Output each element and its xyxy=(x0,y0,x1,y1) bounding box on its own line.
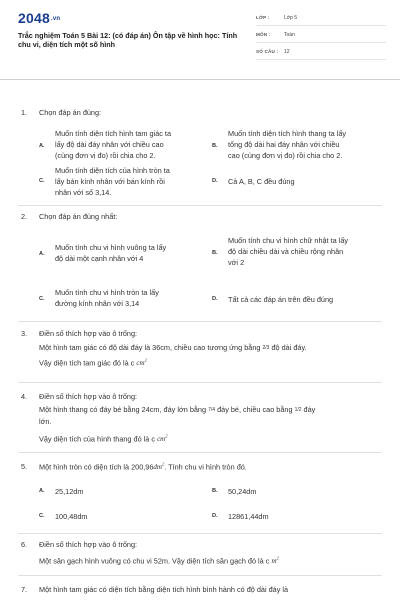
body-text: Một hình thang có đáy bé bằng 24cm, đáy lớn bằng xyxy=(39,405,209,414)
body-text: lớn. xyxy=(39,417,52,426)
option-line: Tất cả các đáp án trên đều đúng xyxy=(228,295,334,304)
question-text: Một hình tam giác có diện tích bằng diện tích hình bình hành có độ dài đáy là xyxy=(39,585,289,594)
question-prompt xyxy=(21,108,101,117)
unit-exponent: 2 xyxy=(165,434,168,439)
body-line xyxy=(39,404,389,416)
meta-panel xyxy=(256,12,386,63)
body-text: Vậy diện tích của hình thang đó là c xyxy=(39,434,158,444)
option-line: lấy bán kính nhân với bán kính rồi xyxy=(55,177,165,186)
option-letter: B. xyxy=(212,250,218,256)
option-letter: B. xyxy=(212,488,218,494)
unit xyxy=(136,359,146,367)
meta-value: 12 xyxy=(284,49,290,55)
option-1b[interactable] xyxy=(212,128,387,162)
question-number: 3. xyxy=(21,329,28,338)
question-text: . Tính chu vi hình tròn đó. xyxy=(164,462,247,472)
option-line: 100,48dm xyxy=(55,512,88,521)
option-line: 50,24dm xyxy=(228,487,257,496)
body-text: đáy bé, chiều cao bằng xyxy=(215,405,295,414)
question-number: 4. xyxy=(21,392,28,401)
option-letter: C. xyxy=(39,296,45,302)
body-line xyxy=(39,553,389,567)
meta-label: LỚP : xyxy=(256,15,270,20)
option-line: lấy độ dài đáy nhân với chiều cao xyxy=(55,140,164,149)
option-2d[interactable] xyxy=(212,294,387,306)
option-line: Muốn tính chu vi hình tròn ta lấy xyxy=(55,288,159,297)
body-text: Vậy diện tích tam giác đó là c xyxy=(39,358,137,368)
meta-label: MÔN : xyxy=(256,32,271,37)
unit xyxy=(271,557,278,565)
option-letter: D. xyxy=(212,178,218,184)
body-text: Một hình tam giác có độ dài đáy là 36cm, chiều cao tương ứng bằng xyxy=(39,343,263,352)
meta-label: SỐ CÂU : xyxy=(256,49,279,54)
option-5c[interactable] xyxy=(39,511,209,523)
question-text: Điền số thích hợp vào ô trống: xyxy=(39,329,138,338)
question-number: 1. xyxy=(21,108,28,117)
document-header xyxy=(0,0,400,80)
option-5d[interactable] xyxy=(212,511,387,523)
option-letter: A. xyxy=(39,143,45,149)
option-letter: C. xyxy=(39,178,45,184)
option-line: Muốn tính diện tích hình thang ta lấy xyxy=(228,129,347,138)
option-2a[interactable] xyxy=(39,242,209,266)
question-divider xyxy=(18,452,382,453)
question-number: 2. xyxy=(21,212,28,221)
unit-text: cm xyxy=(136,359,145,368)
meta-row-subject xyxy=(256,29,386,43)
option-line: nhân với số 3,14. xyxy=(55,188,112,197)
option-letter: A. xyxy=(39,251,45,257)
body-line xyxy=(39,342,389,354)
document-title: Trắc nghiệm Toán 5 Bài 12: (có đáp án) Ôn tập về hình học: Tính chu vi, diện tích một số hình xyxy=(18,31,238,49)
option-1c[interactable] xyxy=(39,165,209,199)
option-line: Muốn tính diện tích hình tam giác ta xyxy=(55,129,172,138)
fraction: 1/2 xyxy=(294,407,302,413)
option-letter: C. xyxy=(39,513,45,519)
meta-row-count xyxy=(256,46,386,60)
option-line: độ dài một cạnh nhân với 4 xyxy=(55,254,144,263)
logo-text: 2048 xyxy=(18,10,50,26)
option-line: Muốn tính chu vi hình chữ nhật ta lấy xyxy=(228,236,349,245)
logo-suffix: .vn xyxy=(50,16,61,23)
question-prompt xyxy=(21,585,288,594)
option-line: với 2 xyxy=(228,258,245,267)
option-line: Muốn tính diện tích của hình tròn ta xyxy=(55,166,170,175)
option-line: cao (cùng đơn vị đo) rồi chia cho 2. xyxy=(228,151,343,160)
body-text: đáy xyxy=(301,405,316,414)
meta-value: Lớp 5 xyxy=(284,15,298,21)
unit-text: cm xyxy=(157,435,166,444)
question-prompt xyxy=(21,392,137,401)
option-letter: A. xyxy=(39,488,45,494)
unit xyxy=(153,463,164,471)
option-letter: D. xyxy=(212,513,218,519)
option-line: (cùng đơn vị đo) rồi chia cho 2. xyxy=(55,151,156,160)
question-text: Điền số thích hợp vào ô trống: xyxy=(39,540,138,549)
question-text: Chọn đáp án đúng nhất: xyxy=(39,212,118,221)
option-2b[interactable] xyxy=(212,235,387,269)
body-text: độ dài đáy. xyxy=(269,343,307,352)
site-logo[interactable] xyxy=(18,10,60,26)
option-line: đường kính nhân với 3,14 xyxy=(55,299,140,308)
option-5a[interactable] xyxy=(39,486,209,498)
meta-value: Toán xyxy=(284,32,295,38)
question-number: 7. xyxy=(21,585,28,594)
question-number: 6. xyxy=(21,540,28,549)
unit-text: dm xyxy=(153,463,162,472)
meta-row-class xyxy=(256,12,386,26)
question-number: 5. xyxy=(21,462,28,472)
question-divider xyxy=(18,575,382,576)
unit-exponent: 2 xyxy=(144,358,147,363)
question-text: Một hình tròn có diện tích là 200,96 xyxy=(39,462,154,472)
option-line: Muốn tính chu vi hình vuông ta lấy xyxy=(55,243,167,252)
question-divider xyxy=(18,321,382,322)
question-divider xyxy=(18,382,382,383)
body-line xyxy=(39,431,389,445)
option-line: 25,12dm xyxy=(55,487,84,496)
option-line: 12861,44dm xyxy=(228,512,269,521)
option-letter: D. xyxy=(212,296,218,302)
question-divider xyxy=(18,533,382,534)
question-text: Chọn đáp án đúng: xyxy=(39,108,102,117)
question-prompt xyxy=(21,462,247,471)
body-text: Một sân gạch hình vuông có chu vi 52m. Vậy diện tích sân gạch đó là c xyxy=(39,556,272,566)
question-body xyxy=(39,404,389,445)
option-1d[interactable] xyxy=(212,176,387,188)
option-1a[interactable] xyxy=(39,128,209,162)
unit xyxy=(157,435,167,443)
question-prompt xyxy=(21,540,137,549)
body-line xyxy=(39,355,389,369)
question-prompt xyxy=(21,212,117,221)
option-line: Cả A, B, C đều đúng xyxy=(228,177,295,186)
question-body xyxy=(39,553,389,567)
option-2c[interactable] xyxy=(39,287,209,311)
question-prompt xyxy=(21,329,137,338)
fraction: 7/4 xyxy=(208,407,216,413)
option-letter: B. xyxy=(212,143,218,149)
body-line xyxy=(39,416,389,427)
unit-exponent: 2 xyxy=(161,462,165,467)
option-5b[interactable] xyxy=(212,486,387,498)
fraction: 2/3 xyxy=(262,345,270,351)
unit-exponent: 2 xyxy=(276,556,279,561)
option-line: độ dài chiều dài và chiều rộng nhân xyxy=(228,247,344,256)
unit-text: m xyxy=(271,557,277,566)
question-divider xyxy=(18,205,382,206)
question-body xyxy=(39,342,389,369)
question-text: Điền số thích hợp vào ô trống: xyxy=(39,392,138,401)
option-line: tổng độ dài hai đáy nhân với chiều xyxy=(228,140,340,149)
